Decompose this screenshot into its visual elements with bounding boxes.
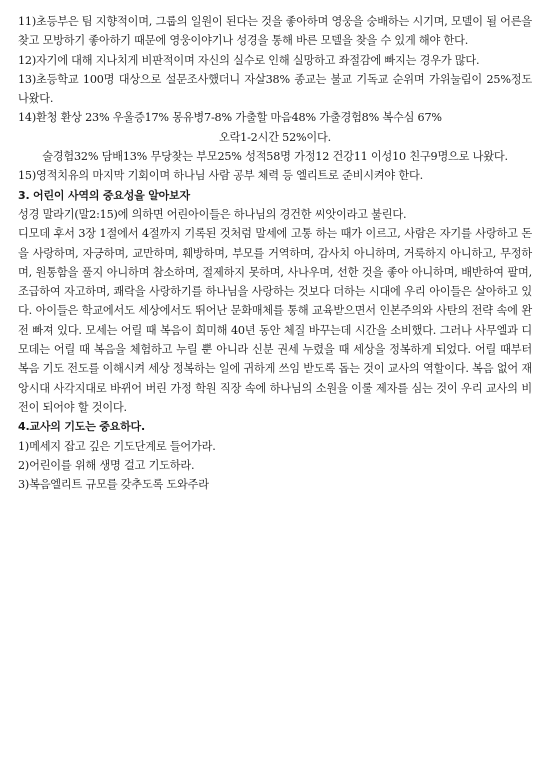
list-item: 2)어린이를 위해 생명 걸고 기도하라. (18, 458, 195, 472)
paragraph-14: 14)환청 환상 23% 우울증17% 몽유병7-8% 가출할 마음48% 가출경험8% 복수심 67% (18, 111, 442, 125)
list-item: 1)메세지 잡고 깊은 기도단계로 들어가라. (18, 439, 216, 453)
section-4-heading: 4.교사의 기도는 중요하다. (18, 420, 145, 434)
section-3-heading: 3. 어린이 사역의 중요성을 알아보자 (18, 188, 190, 202)
centered-line-entertainment: 오락1-2시간 52%이다. (218, 130, 332, 144)
list-item: 3)복음엘리트 규모를 갖추도록 도와주라 (18, 478, 209, 492)
paragraph-11: 11)초등부은 팀 지향적이며, 그룹의 일원이 된다는 것을 좋아하며 영웅을 숭배하는 시기며, 모델이 될 어른을 찾고 모방하기 좋아하기 때문에 영웅이야기나 성경을 통해 바른 모델을 찾을 수 있게 해야 한다. (18, 15, 532, 48)
section-3-paragraph: 성경 말라기(말2:15)에 의하면 어린아이들은 하나님의 경건한 씨앗이라고 불린다. (18, 207, 407, 221)
paragraph-12: 12)자기에 대해 지나치게 비판적이며 자신의 실수로 인해 실망하고 좌절감에 빠지는 경우가 많다. (18, 53, 480, 67)
section-3-paragraph: 디모데 후서 3장 1절에서 4절까지 기록된 것처럼 말세에 고통 하는 때가 이르고, 사람은 자기를 사랑하고 돈을 사랑하며, 자긍하며, 교만하며, 훼방하며, 부모를 거역하며, 감사치 아니하며, 거룩하지 아니하고, 무정하며, 원통함을 풀지 아니하며 참소하며, 절제하지 못하며, 사나우며, 선한 것을 좋아 아니하며, 배반하여 팔며, 조급하여 자고하며, 쾌락을 사랑하기를 하나님을 사랑하는 것보다 더하는 시대에 우리 아이들은 살아하고 있다. 아이들은 학교에서도 세상에서도 뛰어난 문화매체를 통해 교육받으면서 인본주의와 사탄의 전략 속에 완전 빠져 있다. 모세는 어릴 때 복음이 희미해 40년 동안 체질 바꾸는데 시간을 소비했다. 그러나 사무엘과 디모데는 어릴 때 복음을 체험하고 누릴 뿐 아니라 신분 권세 누렸을 때 세상을 정복하게 되었다. 어릴 때부터 복음 기도 전도를 이해시켜 세상 정복하는 일에 귀하게 쓰임 받도록 돕는 것이 교사의 역할이다. 복음 없어 재앙시대 사각지대로 바뀌어 버린 가정 학원 직장 속에 하나님의 소원을 이룰 제자를 심는 것이 우리 교사의 비전이 되어야 할 것이다. (18, 227, 532, 414)
document-page (18, 12, 532, 494)
paragraph-13: 13)초등학교 100명 대상으로 설문조사했더니 자살38% 종교는 불교 기독교 순위며 가위눌림이 25%정도 나왔다. (18, 72, 532, 106)
centered-line-survey: 술경험32% 담배13% 무당찾는 부모25% 성적58명 가정12 건강11 이성10 친구9명으로 나왔다. (42, 150, 508, 164)
paragraph-15: 15)영적치유의 마지막 기회이며 하나님 사람 공부 체력 등 엘리트로 준비시켜야 한다. (18, 169, 423, 183)
